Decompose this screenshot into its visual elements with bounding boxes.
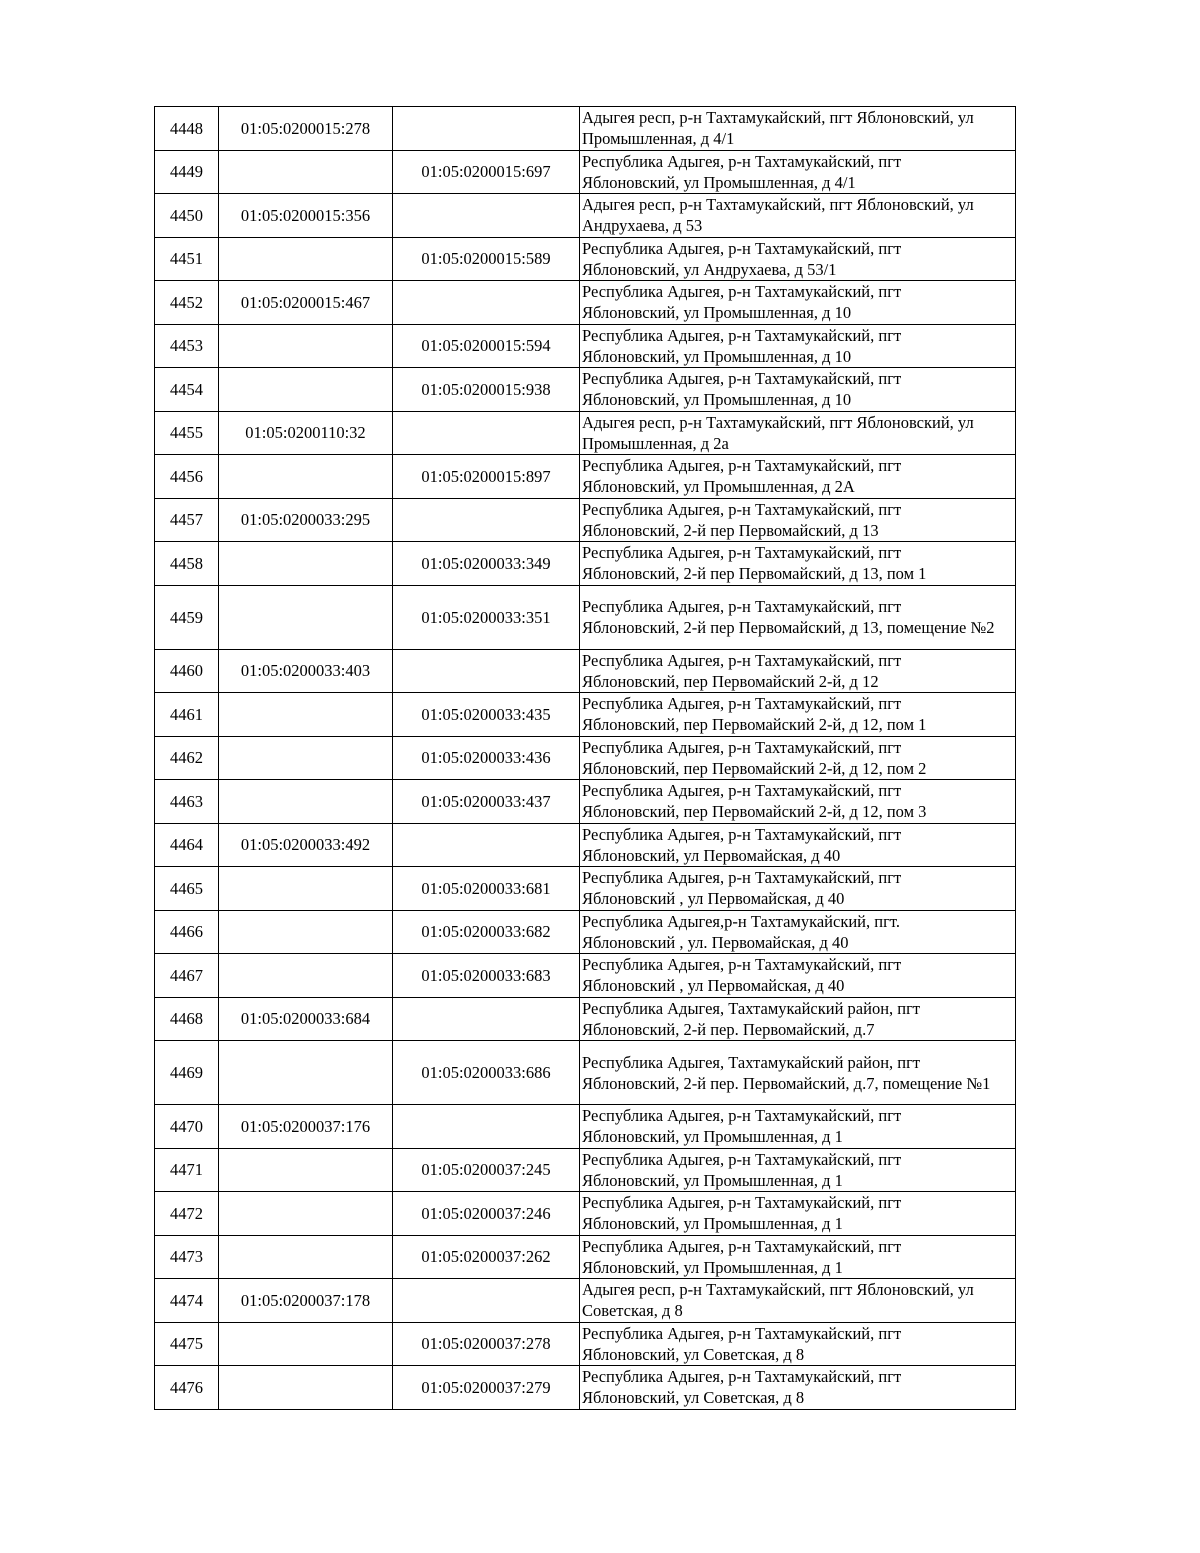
address-line-1: Республика Адыгея, р-н Тахтамукайский, пгт — [582, 694, 902, 714]
address-line-1: Республика Адыгея, р-н Тахтамукайский, пгт — [582, 1367, 902, 1387]
object-cadastral-number-cell: 01:05:0200033:349 — [393, 542, 580, 586]
address-line-1: Республика Адыгея, р-н Тахтамукайский, пгт — [582, 1236, 902, 1256]
row-number-cell: 4455 — [155, 411, 219, 455]
row-number-cell: 4450 — [155, 194, 219, 238]
row-number-cell: 4471 — [155, 1148, 219, 1192]
table-row — [155, 368, 1016, 412]
registry-table — [154, 106, 1016, 1410]
address-cell — [580, 867, 1016, 911]
address-line-1: Республика Адыгея, р-н Тахтамукайский, пгт — [582, 369, 902, 389]
object-cadastral-number-cell — [393, 498, 580, 542]
address-cell — [580, 1366, 1016, 1410]
address-line-1: Республика Адыгея, р-н Тахтамукайский, пгт — [582, 955, 902, 975]
address-line-2: Промышленная, д 4/1 — [582, 129, 735, 149]
address-cell — [580, 649, 1016, 693]
parcel-cadastral-number-cell — [219, 368, 393, 412]
table-row — [155, 498, 1016, 542]
object-cadastral-number-cell: 01:05:0200015:589 — [393, 237, 580, 281]
object-cadastral-number-cell: 01:05:0200015:938 — [393, 368, 580, 412]
table-row — [155, 910, 1016, 954]
table-row — [155, 237, 1016, 281]
parcel-cadastral-number-cell: 01:05:0200033:492 — [219, 823, 393, 867]
row-number-cell: 4458 — [155, 542, 219, 586]
row-number-cell: 4466 — [155, 910, 219, 954]
object-cadastral-number-cell: 01:05:0200033:683 — [393, 954, 580, 998]
address-line-1: Адыгея респ, р-н Тахтамукайский, пгт Яблоновский, ул — [582, 412, 974, 432]
table-row — [155, 542, 1016, 586]
parcel-cadastral-number-cell: 01:05:0200015:356 — [219, 194, 393, 238]
address-line-1: Республика Адыгея, р-н Тахтамукайский, пгт — [582, 868, 902, 888]
address-line-2: Яблоновский, ул Промышленная, д 4/1 — [582, 172, 856, 192]
address-line-2: Яблоновский, 2-й пер Первомайский, д 13, помещение №2 — [582, 618, 995, 637]
address-cell — [580, 1105, 1016, 1149]
table-row — [155, 780, 1016, 824]
row-number-cell: 4474 — [155, 1279, 219, 1323]
parcel-cadastral-number-cell — [219, 237, 393, 281]
address-line-2: Яблоновский, пер Первомайский 2-й, д 12, пом 3 — [582, 802, 927, 822]
object-cadastral-number-cell — [393, 107, 580, 151]
row-number-cell: 4454 — [155, 368, 219, 412]
address-cell — [580, 455, 1016, 499]
address-line-2: Андрухаева, д 53 — [582, 216, 703, 236]
address-line-1: Республика Адыгея, р-н Тахтамукайский, пгт — [582, 543, 902, 563]
parcel-cadastral-number-cell — [219, 780, 393, 824]
address-line-2: Яблоновский, пер Первомайский 2-й, д 12 — [582, 671, 879, 691]
row-number-cell: 4473 — [155, 1235, 219, 1279]
address-line-1: Республика Адыгея, р-н Тахтамукайский, пгт — [582, 1323, 902, 1343]
address-line-2: Яблоновский, ул Промышленная, д 1 — [582, 1127, 843, 1147]
address-line-2: Яблоновский, ул Промышленная, д 10 — [582, 303, 852, 323]
parcel-cadastral-number-cell: 01:05:0200015:467 — [219, 281, 393, 325]
address-line-2: Яблоновский , ул Первомайская, д 40 — [582, 889, 845, 909]
parcel-cadastral-number-cell — [219, 736, 393, 780]
row-number-cell: 4457 — [155, 498, 219, 542]
address-line-2: Яблоновский, ул Первомайская, д 40 — [582, 845, 841, 865]
row-number-cell: 4470 — [155, 1105, 219, 1149]
parcel-cadastral-number-cell — [219, 1041, 393, 1105]
parcel-cadastral-number-cell — [219, 455, 393, 499]
row-number-cell: 4468 — [155, 997, 219, 1041]
parcel-cadastral-number-cell: 01:05:0200037:178 — [219, 1279, 393, 1323]
table-row — [155, 1279, 1016, 1323]
table-row — [155, 585, 1016, 649]
address-line-1: Республика Адыгея,р-н Тахтамукайский, пгт. — [582, 911, 900, 931]
address-cell — [580, 368, 1016, 412]
address-line-2: Яблоновский, ул Промышленная, д 10 — [582, 390, 852, 410]
address-line-1: Адыгея респ, р-н Тахтамукайский, пгт Яблоновский, ул — [582, 1280, 974, 1300]
address-cell — [580, 150, 1016, 194]
object-cadastral-number-cell: 01:05:0200033:681 — [393, 867, 580, 911]
address-cell — [580, 281, 1016, 325]
address-line-1: Республика Адыгея, р-н Тахтамукайский, пгт — [582, 781, 902, 801]
table-row — [155, 823, 1016, 867]
row-number-cell: 4452 — [155, 281, 219, 325]
table-row — [155, 867, 1016, 911]
address-line-1: Республика Адыгея, р-н Тахтамукайский, пгт — [582, 1106, 902, 1126]
table-row — [155, 1148, 1016, 1192]
address-line-1: Республика Адыгея, р-н Тахтамукайский, пгт — [582, 151, 902, 171]
address-line-2: Яблоновский, ул Советская, д 8 — [582, 1388, 805, 1408]
address-line-1: Республика Адыгея, р-н Тахтамукайский, пгт — [582, 737, 902, 757]
address-line-2: Яблоновский, ул Промышленная, д 1 — [582, 1257, 843, 1277]
address-line-1: Республика Адыгея, р-н Тахтамукайский, пгт — [582, 597, 902, 616]
table-row — [155, 997, 1016, 1041]
address-line-2: Яблоновский, ул Советская, д 8 — [582, 1344, 805, 1364]
table-row — [155, 1322, 1016, 1366]
parcel-cadastral-number-cell — [219, 910, 393, 954]
parcel-cadastral-number-cell — [219, 693, 393, 737]
address-cell — [580, 1192, 1016, 1236]
table-row — [155, 194, 1016, 238]
parcel-cadastral-number-cell — [219, 150, 393, 194]
address-line-2: Яблоновский, ул Андрухаева, д 53/1 — [582, 259, 837, 279]
table-row — [155, 455, 1016, 499]
object-cadastral-number-cell: 01:05:0200037:279 — [393, 1366, 580, 1410]
object-cadastral-number-cell — [393, 1279, 580, 1323]
parcel-cadastral-number-cell: 01:05:0200033:295 — [219, 498, 393, 542]
address-cell — [580, 585, 1016, 649]
address-cell — [580, 1322, 1016, 1366]
parcel-cadastral-number-cell: 01:05:0200033:403 — [219, 649, 393, 693]
object-cadastral-number-cell — [393, 194, 580, 238]
object-cadastral-number-cell — [393, 411, 580, 455]
object-cadastral-number-cell: 01:05:0200015:594 — [393, 324, 580, 368]
address-line-2: Яблоновский, ул Промышленная, д 10 — [582, 346, 852, 366]
object-cadastral-number-cell: 01:05:0200033:682 — [393, 910, 580, 954]
address-cell — [580, 237, 1016, 281]
parcel-cadastral-number-cell — [219, 1148, 393, 1192]
address-line-1: Адыгея респ, р-н Тахтамукайский, пгт Яблоновский, ул — [582, 195, 974, 215]
row-number-cell: 4456 — [155, 455, 219, 499]
row-number-cell: 4459 — [155, 585, 219, 649]
object-cadastral-number-cell: 01:05:0200033:436 — [393, 736, 580, 780]
address-cell — [580, 1235, 1016, 1279]
address-line-1: Республика Адыгея, р-н Тахтамукайский, пгт — [582, 238, 902, 258]
row-number-cell: 4462 — [155, 736, 219, 780]
address-line-2: Промышленная, д 2а — [582, 433, 729, 453]
object-cadastral-number-cell: 01:05:0200015:697 — [393, 150, 580, 194]
row-number-cell: 4451 — [155, 237, 219, 281]
address-cell — [580, 324, 1016, 368]
parcel-cadastral-number-cell: 01:05:0200015:278 — [219, 107, 393, 151]
address-line-2: Яблоновский, пер Первомайский 2-й, д 12, пом 2 — [582, 758, 927, 778]
address-line-2: Яблоновский, ул Промышленная, д 1 — [582, 1170, 843, 1190]
object-cadastral-number-cell: 01:05:0200033:351 — [393, 585, 580, 649]
parcel-cadastral-number-cell — [219, 324, 393, 368]
parcel-cadastral-number-cell — [219, 867, 393, 911]
object-cadastral-number-cell: 01:05:0200037:262 — [393, 1235, 580, 1279]
table-row — [155, 150, 1016, 194]
table-row — [155, 281, 1016, 325]
address-line-2: Яблоновский , ул. Первомайская, д 40 — [582, 932, 849, 952]
table-row — [155, 1366, 1016, 1410]
row-number-cell: 4461 — [155, 693, 219, 737]
address-line-1: Республика Адыгея, Тахтамукайский район, пгт — [582, 998, 921, 1018]
row-number-cell: 4475 — [155, 1322, 219, 1366]
address-line-1: Республика Адыгея, р-н Тахтамукайский, пгт — [582, 282, 902, 302]
address-cell — [580, 1041, 1016, 1105]
object-cadastral-number-cell — [393, 1105, 580, 1149]
registry-body — [155, 107, 1016, 1410]
address-cell — [580, 997, 1016, 1041]
parcel-cadastral-number-cell — [219, 1192, 393, 1236]
object-cadastral-number-cell — [393, 823, 580, 867]
address-line-2: Яблоновский, ул Промышленная, д 2А — [582, 477, 855, 497]
address-line-1: Адыгея респ, р-н Тахтамукайский, пгт Яблоновский, ул — [582, 108, 974, 128]
row-number-cell: 4469 — [155, 1041, 219, 1105]
table-row — [155, 693, 1016, 737]
address-line-1: Республика Адыгея, р-н Тахтамукайский, пгт — [582, 824, 902, 844]
address-line-2: Яблоновский, 2-й пер. Первомайский, д.7 — [582, 1019, 875, 1039]
address-cell — [580, 693, 1016, 737]
address-line-2: Яблоновский , ул Первомайская, д 40 — [582, 976, 845, 996]
parcel-cadastral-number-cell: 01:05:0200037:176 — [219, 1105, 393, 1149]
address-line-1: Республика Адыгея, Тахтамукайский район, пгт — [582, 1052, 921, 1072]
table-row — [155, 649, 1016, 693]
address-cell — [580, 194, 1016, 238]
row-number-cell: 4448 — [155, 107, 219, 151]
parcel-cadastral-number-cell — [219, 1366, 393, 1410]
table-row — [155, 1235, 1016, 1279]
object-cadastral-number-cell: 01:05:0200033:686 — [393, 1041, 580, 1105]
object-cadastral-number-cell — [393, 649, 580, 693]
row-number-cell: 4453 — [155, 324, 219, 368]
parcel-cadastral-number-cell — [219, 585, 393, 649]
object-cadastral-number-cell: 01:05:0200037:246 — [393, 1192, 580, 1236]
address-line-2: Яблоновский, 2-й пер. Первомайский, д.7, помещение №1 — [582, 1073, 991, 1093]
address-line-1: Республика Адыгея, р-н Тахтамукайский, пгт — [582, 499, 902, 519]
parcel-cadastral-number-cell — [219, 1235, 393, 1279]
address-cell — [580, 1279, 1016, 1323]
object-cadastral-number-cell — [393, 997, 580, 1041]
address-line-2: Яблоновский, ул Промышленная, д 1 — [582, 1214, 843, 1234]
address-cell — [580, 823, 1016, 867]
object-cadastral-number-cell: 01:05:0200015:897 — [393, 455, 580, 499]
address-line-1: Республика Адыгея, р-н Тахтамукайский, пгт — [582, 456, 902, 476]
address-line-2: Яблоновский, 2-й пер Первомайский, д 13 — [582, 520, 879, 540]
address-cell — [580, 910, 1016, 954]
table-row — [155, 411, 1016, 455]
row-number-cell: 4467 — [155, 954, 219, 998]
address-cell — [580, 780, 1016, 824]
address-cell — [580, 107, 1016, 151]
table-row — [155, 107, 1016, 151]
object-cadastral-number-cell: 01:05:0200037:278 — [393, 1322, 580, 1366]
parcel-cadastral-number-cell — [219, 1322, 393, 1366]
row-number-cell: 4465 — [155, 867, 219, 911]
address-cell — [580, 498, 1016, 542]
address-line-2: Яблоновский, пер Первомайский 2-й, д 12, пом 1 — [582, 715, 927, 735]
object-cadastral-number-cell: 01:05:0200033:435 — [393, 693, 580, 737]
address-line-1: Республика Адыгея, р-н Тахтамукайский, пгт — [582, 1149, 902, 1169]
parcel-cadastral-number-cell: 01:05:0200110:32 — [219, 411, 393, 455]
row-number-cell: 4463 — [155, 780, 219, 824]
address-cell — [580, 1148, 1016, 1192]
address-line-1: Республика Адыгея, р-н Тахтамукайский, пгт — [582, 650, 902, 670]
address-line-1: Республика Адыгея, р-н Тахтамукайский, пгт — [582, 1193, 902, 1213]
object-cadastral-number-cell: 01:05:0200037:245 — [393, 1148, 580, 1192]
object-cadastral-number-cell — [393, 281, 580, 325]
table-row — [155, 1041, 1016, 1105]
parcel-cadastral-number-cell — [219, 542, 393, 586]
table-row — [155, 954, 1016, 998]
row-number-cell: 4460 — [155, 649, 219, 693]
table-row — [155, 324, 1016, 368]
parcel-cadastral-number-cell — [219, 954, 393, 998]
address-cell — [580, 411, 1016, 455]
address-line-2: Яблоновский, 2-й пер Первомайский, д 13, пом 1 — [582, 564, 927, 584]
address-cell — [580, 542, 1016, 586]
row-number-cell: 4464 — [155, 823, 219, 867]
table-row — [155, 1105, 1016, 1149]
table-row — [155, 1192, 1016, 1236]
row-number-cell: 4472 — [155, 1192, 219, 1236]
address-line-1: Республика Адыгея, р-н Тахтамукайский, пгт — [582, 325, 902, 345]
row-number-cell: 4449 — [155, 150, 219, 194]
table-row — [155, 736, 1016, 780]
address-cell — [580, 736, 1016, 780]
parcel-cadastral-number-cell: 01:05:0200033:684 — [219, 997, 393, 1041]
row-number-cell: 4476 — [155, 1366, 219, 1410]
object-cadastral-number-cell: 01:05:0200033:437 — [393, 780, 580, 824]
address-line-2: Советская, д 8 — [582, 1301, 683, 1321]
address-cell — [580, 954, 1016, 998]
